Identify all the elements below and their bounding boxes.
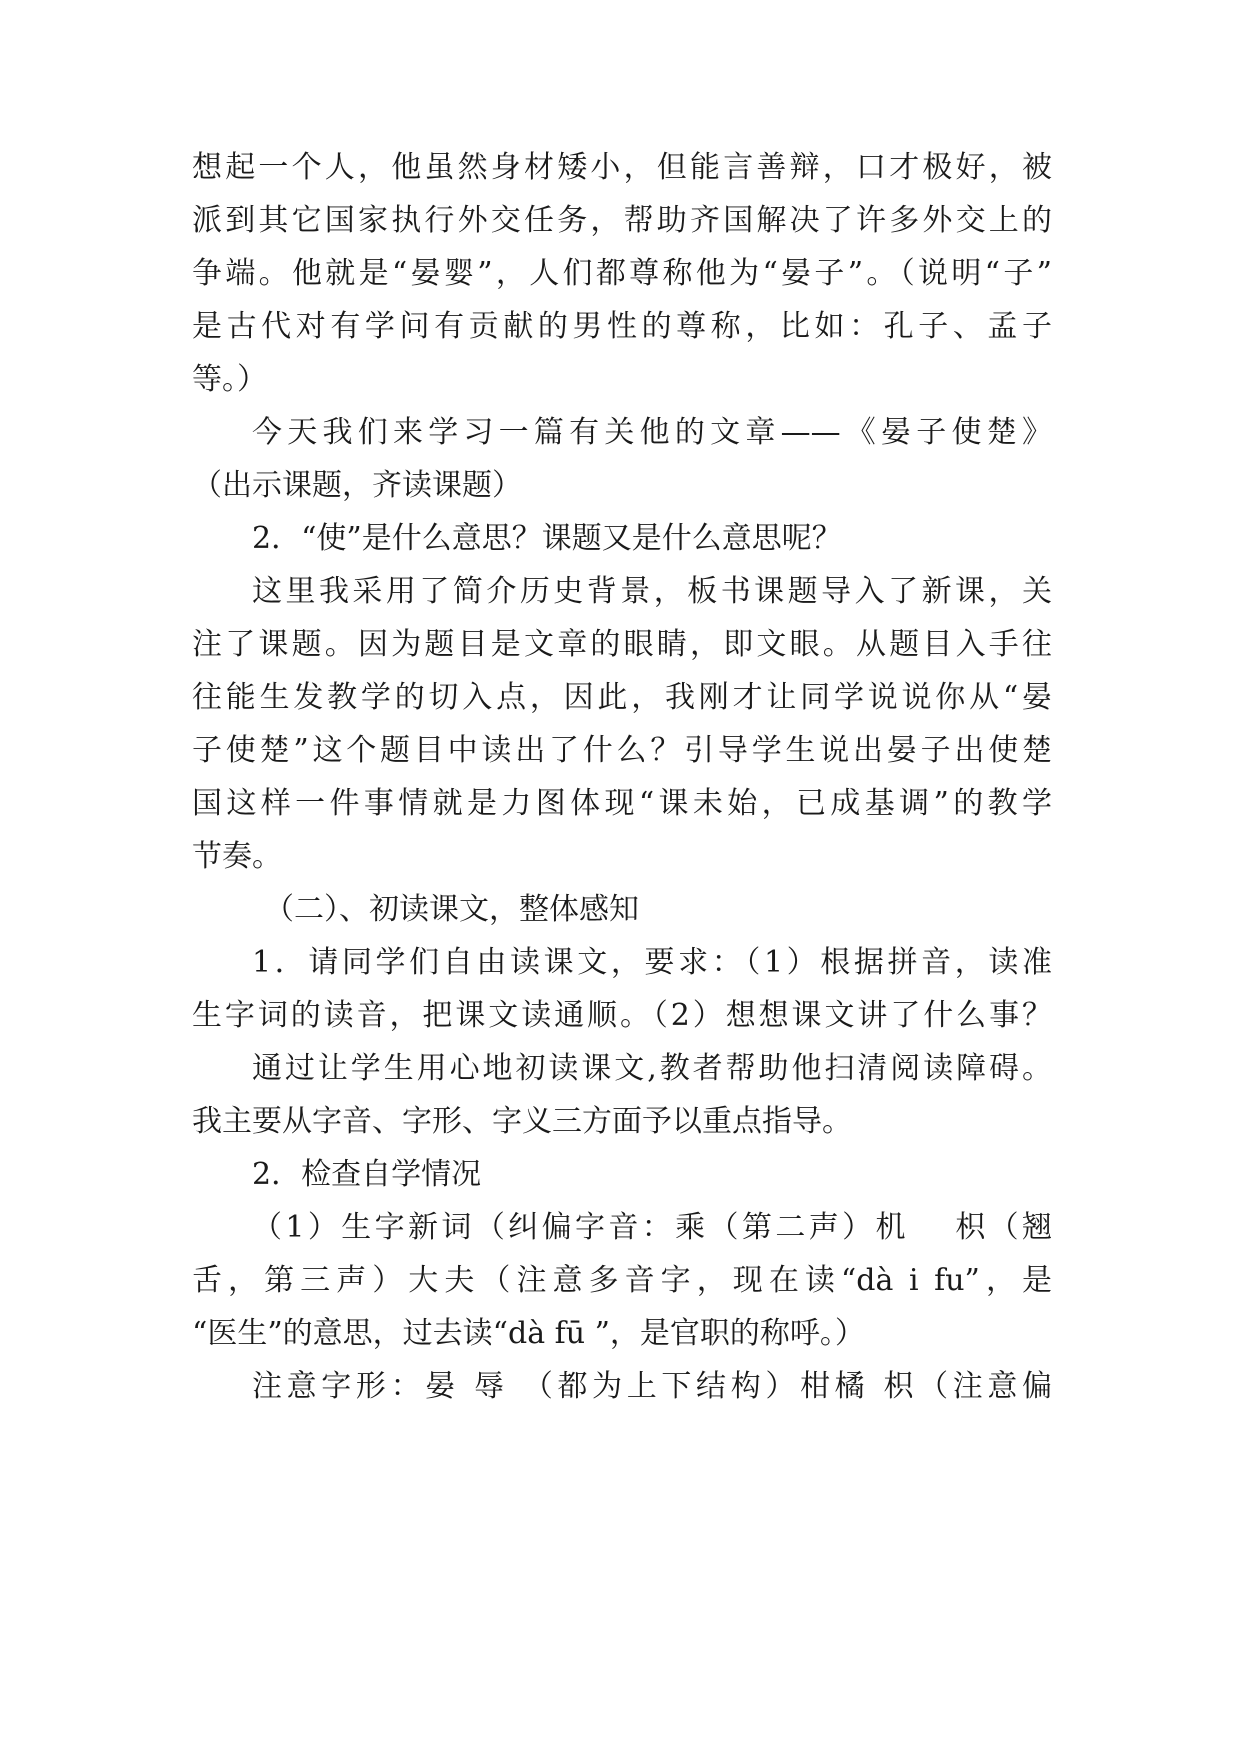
text-line: 这里我采用了简介历史背景，板书课题导入了新课，关 [252, 574, 1052, 609]
text-line: 1．请同学们自由读课文，要求：（1）根据拼音，读准 [252, 945, 1052, 980]
text-line: 生字词的读音，把课文读通顺。（2）想想课文讲了什么事？ [192, 998, 1052, 1033]
text-line: 等。） [192, 362, 267, 397]
text-line: 国这样一件事情就是力图体现“课未始，已成基调”的教学 [192, 786, 1052, 821]
text-line: “医生”的意思，过去读“dà fū ”，是官职的称呼。） [192, 1316, 865, 1351]
text-line: 往能生发教学的切入点，因此，我刚才让同学说说你从“晏 [192, 680, 1052, 715]
text-line: 注了课题。因为题目是文章的眼睛，即文眼。从题目入手往 [192, 627, 1052, 662]
text-line: 我主要从字音、字形、字义三方面予以重点指导。 [192, 1104, 852, 1139]
text-line: 争端。他就是“晏婴”，人们都尊称他为“晏子”。（说明“子” [192, 256, 1052, 291]
text-line: （出示课题，齐读课题） [192, 468, 522, 503]
text-line: 想起一个人，他虽然身材矮小，但能言善辩，口才极好，被 [192, 150, 1052, 185]
text-line: 派到其它国家执行外交任务，帮助齐国解决了许多外交上的 [192, 203, 1052, 238]
text-line: （1）生字新词（纠偏字音：乘（第二声）机 枳（翘 [252, 1210, 1052, 1245]
section-heading: （二）、初读课文，整体感知 [264, 892, 639, 927]
text-line: 舌，第三声）大夫（注意多音字，现在读“dà i fu”，是 [192, 1263, 1052, 1298]
text-line: 注意字形：晏 辱 （都为上下结构）柑橘 枳（注意偏 [252, 1369, 1052, 1404]
text-line: 2．检查自学情况 [252, 1157, 482, 1192]
text-line: 2．“使”是什么意思？课题又是什么意思呢？ [252, 521, 842, 556]
text-line: 今天我们来学习一篇有关他的文章——《晏子使楚》 [252, 415, 1052, 450]
text-line: 通过让学生用心地初读课文,教者帮助他扫清阅读障碍。 [252, 1051, 1052, 1086]
text-line: 是古代对有学问有贡献的男性的尊称，比如：孔子、孟子 [192, 309, 1052, 344]
text-line: 节奏。 [192, 839, 282, 874]
text-line: 子使楚”这个题目中读出了什么？引导学生说出晏子出使楚 [192, 733, 1052, 768]
